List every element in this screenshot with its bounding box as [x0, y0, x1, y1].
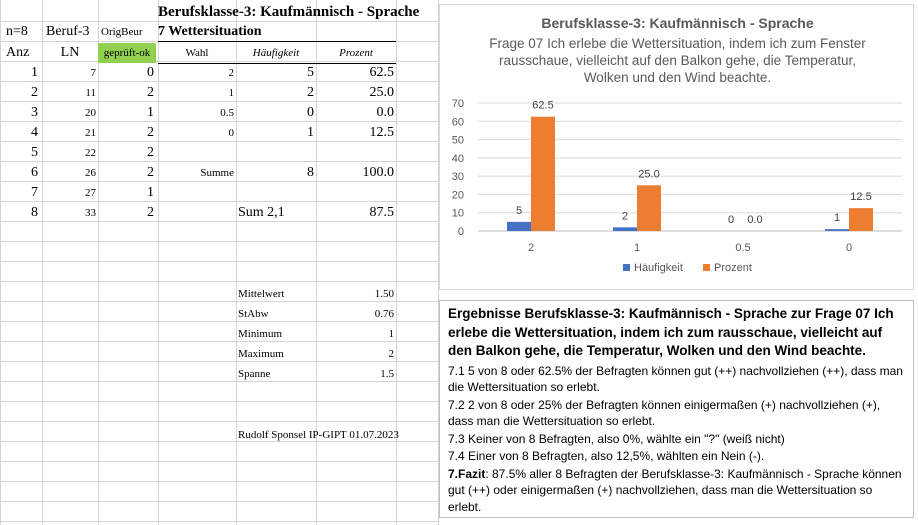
- data-label: 25.0: [638, 168, 660, 181]
- result-line-bold: 7.Fazit: [448, 466, 486, 481]
- wahl-cell[interactable]: 0.5: [220, 107, 234, 119]
- ln-cell[interactable]: 26: [85, 167, 96, 179]
- wahl-cell[interactable]: 1: [228, 87, 234, 99]
- chart-subtitle-line: Wolken und den Wind beachte.: [583, 70, 772, 85]
- question-cell[interactable]: 7 Wettersituation: [158, 24, 262, 39]
- ln-cell[interactable]: 7: [90, 67, 96, 79]
- x-tick-label: 0: [845, 242, 853, 254]
- haeufigkeit-header[interactable]: Häufigkeit: [252, 47, 300, 59]
- x-tick-label: 1: [633, 242, 641, 254]
- author-cell[interactable]: Rudolf Sponsel IP-GIPT 01.07.2023: [238, 429, 399, 441]
- prozent-cell[interactable]: 12.5: [369, 125, 394, 140]
- ln-cell[interactable]: 27: [85, 187, 96, 199]
- legend-swatch: [623, 264, 630, 271]
- data-label: 62.5: [532, 99, 554, 112]
- result-line-text: : 87.5% aller 8 Befragten der Berufsklasse-3: Kaufmännisch - Sprache können gut (++) oder einigermaßen (+) nachvollziehen, dass man die Wettersituation so erlebt.: [448, 466, 902, 514]
- result-line: [448, 448, 905, 465]
- bar-prozent: [849, 208, 873, 231]
- anz-cell[interactable]: 6: [31, 165, 38, 180]
- haeufigkeit-cell[interactable]: 8: [307, 165, 314, 180]
- bar-chart[interactable]: [439, 4, 914, 290]
- stat-label[interactable]: Spanne: [238, 368, 271, 380]
- ln-cell[interactable]: 11: [85, 87, 96, 99]
- value-cell[interactable]: 2: [147, 165, 154, 180]
- anz-cell[interactable]: 8: [31, 205, 38, 220]
- wahl-cell[interactable]: Summe: [200, 167, 234, 179]
- anz-cell[interactable]: 3: [31, 105, 38, 120]
- prozent-header[interactable]: Prozent: [339, 47, 373, 59]
- result-line: [448, 431, 905, 448]
- origbeur-cell[interactable]: OrigBeur: [101, 26, 143, 38]
- result-heading: Ergebnisse Berufsklasse-3: Kaufmännisch - Sprache zur Frage 07 Ich erlebe die Wettersituation, indem ich zum rausschaue, vielleicht auf den Balkon gehe, die Temperatur, Wolken und den Wind beachte.: [448, 306, 894, 358]
- stat-label[interactable]: Mittelwert: [238, 288, 285, 300]
- result-line-text: 7.4 Einer von 8 Befragten, also 12,5%, wählten ein Nein (-).: [448, 449, 765, 463]
- y-tick-label: 30: [451, 171, 464, 184]
- x-tick-label: 2: [527, 242, 535, 254]
- legend-label: Häufigkeit: [634, 262, 683, 274]
- chart-title: Berufsklasse-3: Kaufmännisch - Sprache: [541, 15, 814, 31]
- bar-prozent: [637, 185, 661, 231]
- result-line-text: 7.2 2 von 8 oder 25% der Befragten können einigermaßen (+) nachvollziehen (+), dass man die Wettersituation so erlebt.: [448, 397, 881, 428]
- ln-cell[interactable]: 33: [85, 207, 96, 219]
- result-line: [448, 397, 905, 430]
- chart-subtitle-line: Frage 07 Ich erlebe die Wettersituation, indem ich zum Fenster: [489, 36, 866, 51]
- anz-header[interactable]: Anz: [6, 45, 30, 60]
- result-textbox[interactable]: [439, 300, 914, 518]
- chart-subtitle-line: rausschaue, vielleicht auf den Balkon gehe, die Temperatur,: [499, 53, 856, 68]
- n-count-cell[interactable]: n=8: [6, 24, 28, 39]
- geprueft-header[interactable]: geprüft-ok: [98, 43, 156, 63]
- data-label: 12.5: [850, 191, 872, 204]
- legend-swatch: [703, 264, 710, 271]
- result-lines: [448, 363, 905, 516]
- y-tick-label: 70: [451, 98, 464, 110]
- anz-cell[interactable]: 7: [31, 185, 38, 200]
- stat-label[interactable]: StAbw: [238, 308, 269, 320]
- prozent-cell[interactable]: 0.0: [376, 105, 394, 120]
- value-cell[interactable]: 1: [147, 105, 154, 120]
- haeufigkeit-cell[interactable]: 1: [307, 125, 314, 140]
- stat-value[interactable]: 2: [388, 348, 394, 360]
- wahl-cell[interactable]: 0: [228, 127, 234, 139]
- haeufigkeit-cell[interactable]: 5: [307, 65, 314, 80]
- data-label: 0: [727, 214, 735, 226]
- value-cell[interactable]: 2: [147, 145, 154, 160]
- result-line: [448, 363, 905, 396]
- value-cell[interactable]: 2: [147, 205, 154, 220]
- bar-haeufigkeit: [825, 229, 849, 231]
- stat-value[interactable]: 0.76: [374, 308, 394, 320]
- value-cell[interactable]: 1: [147, 185, 154, 200]
- stat-value[interactable]: 1.5: [380, 368, 394, 380]
- prozent-cell[interactable]: 87.5: [369, 205, 394, 220]
- anz-cell[interactable]: 2: [31, 85, 38, 100]
- anz-cell[interactable]: 1: [31, 65, 38, 80]
- chart-plot: [440, 5, 915, 291]
- result-line: [448, 466, 905, 516]
- data-label: 0.0: [747, 214, 763, 226]
- value-cell[interactable]: 2: [147, 85, 154, 100]
- wahl-cell[interactable]: 2: [228, 67, 234, 79]
- beruf-cell[interactable]: Beruf-3: [46, 24, 90, 39]
- bar-haeufigkeit: [613, 227, 637, 231]
- data-label: 5: [515, 204, 523, 217]
- data-label: 1: [833, 212, 841, 225]
- y-tick-label: 40: [451, 152, 464, 165]
- prozent-cell[interactable]: 100.0: [362, 165, 394, 180]
- y-tick-label: 20: [451, 189, 464, 202]
- bar-haeufigkeit: [507, 222, 531, 231]
- anz-cell[interactable]: 5: [31, 145, 38, 160]
- y-tick-label: 60: [451, 116, 464, 129]
- prozent-cell[interactable]: 62.5: [369, 65, 394, 80]
- legend-label: Prozent: [714, 262, 752, 274]
- ln-cell[interactable]: 20: [85, 107, 96, 119]
- y-tick-label: 10: [451, 207, 464, 220]
- ln-header[interactable]: LN: [60, 45, 80, 60]
- y-tick-label: 50: [451, 134, 464, 147]
- anz-cell[interactable]: 4: [31, 125, 38, 140]
- x-tick-label: 0.5: [735, 242, 751, 254]
- prozent-cell[interactable]: 25.0: [369, 85, 394, 100]
- haeufigkeit-cell[interactable]: 2: [307, 85, 314, 100]
- haeufigkeit-cell[interactable]: Sum 2,1: [238, 205, 285, 220]
- value-cell[interactable]: 0: [147, 65, 154, 80]
- ln-cell[interactable]: 22: [85, 147, 96, 159]
- y-tick-label: 0: [457, 226, 464, 238]
- sheet-title[interactable]: Berufsklasse-3: Kaufmännisch - Sprache: [158, 4, 420, 20]
- stat-label[interactable]: Maximum: [238, 348, 284, 360]
- result-line-text: 7.3 Keiner von 8 Befragten, also 0%, wählte ein "?" (weiß nicht): [448, 431, 785, 446]
- data-label: 2: [621, 210, 629, 223]
- stat-value[interactable]: 1.50: [374, 288, 394, 300]
- value-cell[interactable]: 2: [147, 125, 154, 140]
- bar-prozent: [531, 117, 555, 231]
- haeufigkeit-cell[interactable]: 0: [307, 105, 314, 120]
- result-line-text: 7.1 5 von 8 oder 62.5% der Befragten können gut (++) nachvollziehen (++), dass man die Wettersituation so erlebt.: [448, 363, 903, 394]
- stat-label[interactable]: Minimum: [238, 328, 283, 340]
- wahl-header[interactable]: Wahl: [185, 47, 209, 59]
- ln-cell[interactable]: 21: [85, 127, 96, 139]
- stat-value[interactable]: 1: [388, 328, 394, 340]
